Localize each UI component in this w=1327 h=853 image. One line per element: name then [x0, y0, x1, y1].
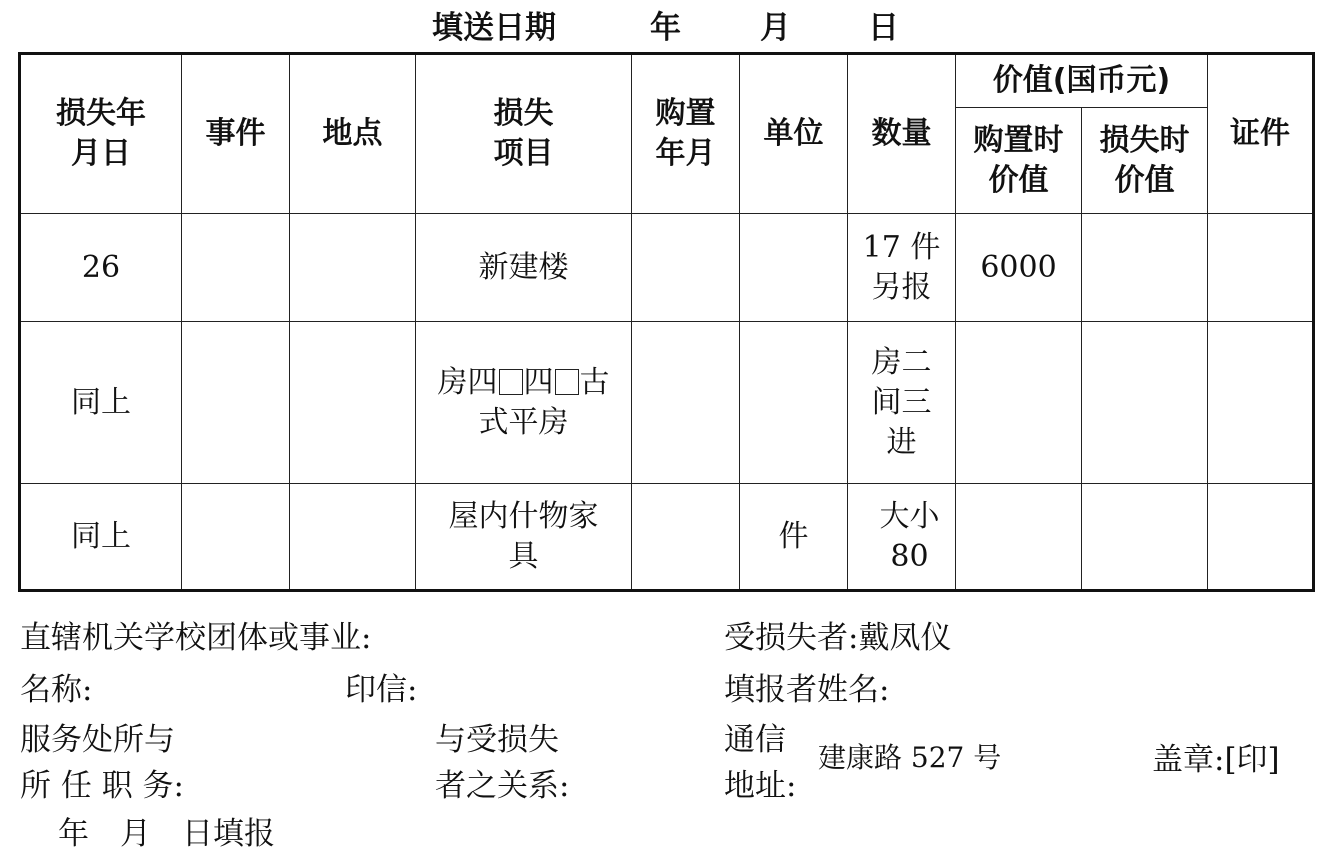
cell-value-purchase: 6000	[956, 214, 1082, 322]
header-value-loss: 损失时 价值	[1082, 108, 1208, 214]
relation-label-2: 者之关系:	[435, 768, 570, 804]
cell-value-purchase	[956, 322, 1082, 484]
service-label-1: 服务处所与	[20, 722, 175, 758]
cell-place	[290, 322, 416, 484]
cell-quantity: 大小 80	[848, 484, 956, 591]
cell-purchase-date	[632, 214, 740, 322]
loss-report-table	[18, 52, 1315, 592]
victim-label: 受损失者:戴凤仪	[724, 620, 952, 656]
cell-proof	[1208, 484, 1314, 591]
cell-unit: 件	[740, 484, 848, 591]
stamp-label: 盖章:[印]	[1152, 742, 1280, 778]
header-loss-date: 损失年 月日	[20, 54, 182, 214]
cell-place	[290, 484, 416, 591]
table-row	[20, 322, 1314, 484]
relation-label-1: 与受损失	[435, 722, 559, 758]
org-line-label: 直辖机关学校团体或事业:	[20, 620, 372, 656]
cell-item: 屋内什物家 具	[416, 484, 632, 591]
cell-loss-date: 26	[20, 214, 182, 322]
address-value: 建康路 527 号	[818, 741, 1002, 774]
cell-place	[290, 214, 416, 322]
cell-proof	[1208, 214, 1314, 322]
victim-name: 戴凤仪	[858, 620, 952, 656]
illegible-char-box	[499, 369, 523, 395]
header-value-purchase: 购置时 价值	[956, 108, 1082, 214]
fill-date-line: 年 月 日填报	[58, 816, 275, 852]
cell-quantity: 房二 间三 进	[848, 322, 956, 484]
fill-date-label: 填送日期	[432, 10, 556, 46]
cell-unit	[740, 322, 848, 484]
cell-event	[182, 214, 290, 322]
cell-item: 房四 四 古 式平房	[416, 322, 632, 484]
cell-quantity: 17 件 另报	[848, 214, 956, 322]
day-label: 日	[868, 10, 899, 46]
header-place: 地点	[290, 54, 416, 214]
header-event: 事件	[182, 54, 290, 214]
table-row	[20, 484, 1314, 591]
header-purchase-date: 购置 年月	[632, 54, 740, 214]
cell-purchase-date	[632, 322, 740, 484]
cell-event	[182, 484, 290, 591]
cell-value-loss	[1082, 484, 1208, 591]
cell-value-loss	[1082, 214, 1208, 322]
cell-loss-date: 同上	[20, 322, 182, 484]
seal-label: 印信:	[345, 672, 418, 708]
cell-event	[182, 322, 290, 484]
service-label-2: 所 任 职 务:	[20, 768, 185, 804]
month-label: 月	[760, 10, 791, 46]
stamp-value: [印]	[1224, 742, 1280, 778]
reporter-label: 填报者姓名:	[724, 672, 890, 708]
form-header	[0, 2, 1327, 46]
cell-value-loss	[1082, 322, 1208, 484]
address-label-1: 通信	[724, 722, 786, 758]
cell-loss-date: 同上	[20, 484, 182, 591]
cell-value-purchase	[956, 484, 1082, 591]
header-value-group: 价值(国币元)	[956, 54, 1208, 108]
name-label: 名称:	[20, 672, 93, 708]
table-row	[20, 214, 1314, 322]
header-unit: 单位	[740, 54, 848, 214]
header-item: 损失 项目	[416, 54, 632, 214]
cell-unit	[740, 214, 848, 322]
cell-item: 新建楼	[416, 214, 632, 322]
illegible-char-box	[555, 369, 579, 395]
cell-purchase-date	[632, 484, 740, 591]
cell-proof	[1208, 322, 1314, 484]
address-label-2: 地址:	[724, 768, 797, 804]
header-quantity: 数量	[848, 54, 956, 214]
year-label: 年	[650, 10, 681, 46]
form-footer	[0, 600, 1327, 850]
header-proof: 证件	[1208, 54, 1314, 214]
